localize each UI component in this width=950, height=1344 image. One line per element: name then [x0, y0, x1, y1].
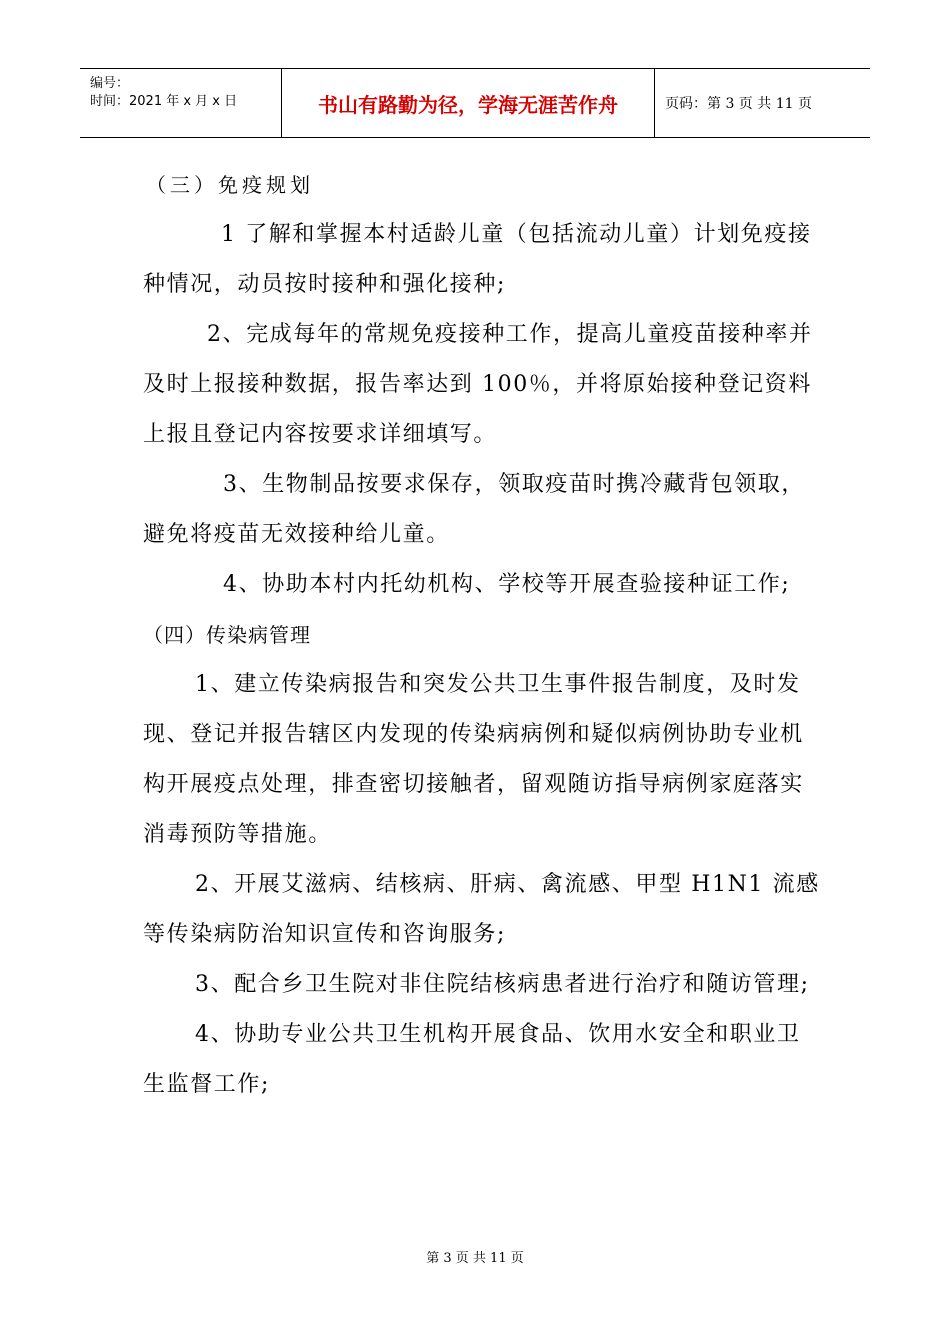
header-page-label: 页码：第 3 页 共 11 页	[665, 96, 812, 112]
page-footer: 第 3 页 共 11 页	[426, 1251, 524, 1266]
header-motto: 书山有路勤为径，学海无涯苦作舟	[282, 69, 655, 137]
section-heading-immunization: （三）免疫规划	[146, 173, 314, 197]
section-heading-infectious-disease: （四）传染病管理	[143, 623, 311, 647]
paragraph: 4、协助本村内托幼机构、学校等开展查验接种证工作;	[223, 572, 791, 597]
paragraph: 3、配合乡卫生院对非住院结核病患者进行治疗和随访管理;	[195, 972, 810, 997]
header-time-label: 时间：2021 年 x 月 x 日	[90, 94, 238, 109]
paragraph: 2、开展艾滋病、结核病、肝病、禽流感、甲型 H1N1 流感等传染病防治知识宣传和咨询服务;	[143, 872, 820, 947]
paragraph: 1 了解和掌握本村适龄儿童（包括流动儿童）计划免疫接种情况，动员按时接种和强化接种;	[143, 222, 812, 297]
header-meta	[80, 69, 282, 137]
paragraph: 1、建立传染病报告和突发公共卫生事件报告制度，及时发现、登记并报告辖区内发现的传染病病例和疑似病例协助专业机构开展疫点处理，排查密切接触者，留观随访指导病例家庭落实消毒预防等措施。	[143, 672, 804, 847]
paragraph: 4、协助专业公共卫生机构开展食品、饮用水安全和职业卫生监督工作;	[143, 1022, 801, 1097]
paragraph: 3、生物制品按要求保存，领取疫苗时携冷藏背包领取，避免将疫苗无效接种给儿童。	[143, 472, 805, 547]
header-number-label: 编号：	[90, 76, 130, 91]
page-header	[80, 68, 870, 138]
document-body	[143, 160, 823, 1110]
paragraph: 2、完成每年的常规免疫接种工作，提高儿童疫苗接种率并及时上报接种数据，报告率达到 100％，并将原始接种登记资料上报且登记内容按要求详细填写。	[143, 322, 813, 447]
